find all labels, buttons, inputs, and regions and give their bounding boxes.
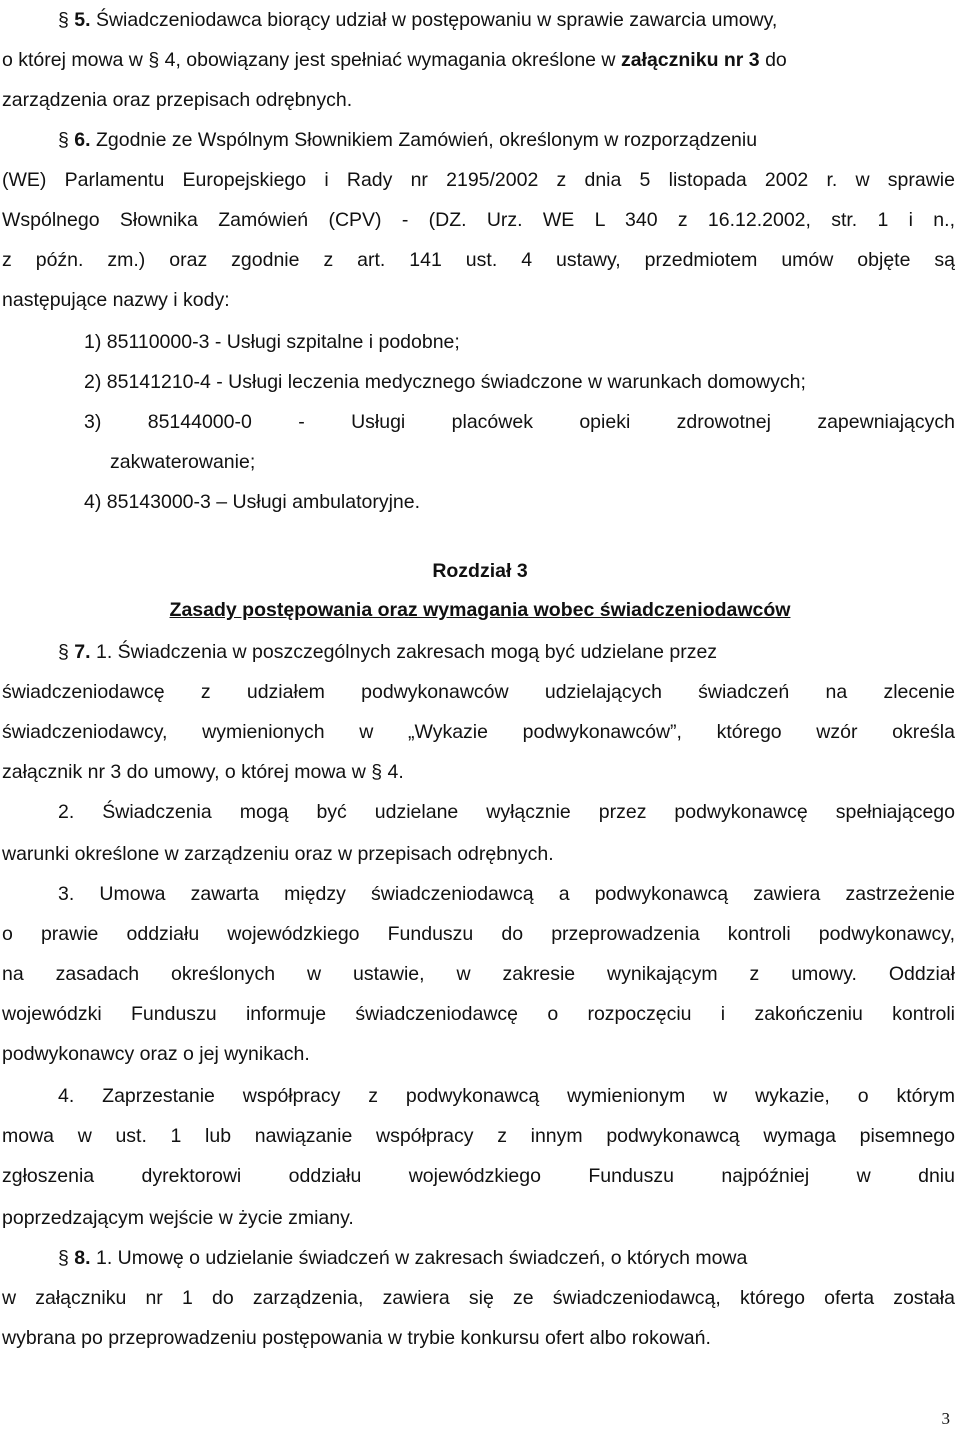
section-sign: § <box>371 761 383 783</box>
section-6-line-1 <box>58 128 955 152</box>
section-7-line-3: świadczeniodawcy, wymienionych w „Wykazie podwykonawców”, którego wzór określa <box>2 721 955 743</box>
section-8-line-3: wybrana po przeprowadzeniu postępowania w trybie konkursu ofert albo rokowań. <box>2 1327 711 1349</box>
section-sign: § <box>58 641 69 663</box>
section-7-paragraph-3-line-2: o prawie oddziału wojewódzkiego Funduszu do przeprowadzenia kontroli podwykonawcy, <box>2 923 955 945</box>
section-text: Zgodnie ze Wspólnym Słownikiem Zamówień, określonym w rozporządzeniu <box>95 129 758 151</box>
section-text: 1. Umowę o udzielanie świadczeń w zakresach świadczeń, o których mowa <box>95 1247 748 1269</box>
section-7-paragraph-2-line-2: warunki określone w zarządzeniu oraz w przepisach odrębnych. <box>2 843 554 865</box>
bold-reference: załączniku nr 3 <box>620 49 760 71</box>
section-8-line-2: w załączniku nr 1 do zarządzenia, zawiera się ze świadczeniodawcą, którego oferta została <box>2 1287 955 1309</box>
section-6-line-2: (WE) Parlamentu Europejskiego i Rady nr 2195/2002 z dnia 5 listopada 2002 r. w sprawie <box>2 169 955 191</box>
section-7-paragraph-4-line-1: 4. Zaprzestanie współpracy z podwykonawcą wymienionym w wykazie, o którym <box>58 1085 955 1107</box>
section-text: 1. Świadczenia w poszczególnych zakresach mogą być udzielane przez <box>95 641 718 663</box>
list-item-2: 2) 85141210-4 - Usługi leczenia medycznego świadczone w warunkach domowych; <box>84 371 806 393</box>
section-6-line-5: następujące nazwy i kody: <box>2 289 230 311</box>
section-5-line-3 <box>2 88 352 112</box>
section-7-paragraph-3-line-3: na zasadach określonych w ustawie, w zakresie wynikającym z umowy. Oddział <box>2 963 955 985</box>
section-5-line-2 <box>2 48 955 72</box>
section-6-line-4: z późn. zm.) oraz zgodnie z art. 141 ust. 4 ustawy, przedmiotem umów objęte są <box>2 249 955 271</box>
list-item-4: 4) 85143000-3 – Usługi ambulatoryjne. <box>84 491 421 513</box>
section-6-line-3: Wspólnego Słownika Zamówień (CPV) - (DZ. Urz. WE L 340 z 16.12.2002, str. 1 i n., <box>2 209 955 231</box>
text-segment: załącznik nr 3 do umowy, o której mowa w <box>2 761 366 783</box>
section-7-paragraph-4-line-3: zgłoszenia dyrektorowi oddziału wojewódzkiego Funduszu najpóźniej w dniu <box>2 1165 955 1187</box>
section-7-paragraph-2-line-1: 2. Świadczenia mogą być udzielane wyłącznie przez podwykonawcę spełniającego <box>58 801 955 823</box>
section-7-paragraph-3-line-4: wojewódzki Funduszu informuje świadczeniodawcę o rozpoczęciu i zakończeniu kontroli <box>2 1003 955 1025</box>
section-8-line-1 <box>58 1246 955 1270</box>
chapter-title: Rozdział 3 <box>432 560 528 582</box>
section-5-line-1 <box>58 8 955 32</box>
text-segment: zarządzenia oraz przepisach odrębnych. <box>2 89 353 111</box>
page-number: 3 <box>941 1409 950 1428</box>
section-7-line-2: świadczeniodawcę z udziałem podwykonawców udzielających świadczeń na zlecenie <box>2 681 955 703</box>
section-7-paragraph-4-line-4: poprzedzającym wejście w życie zmiany. <box>2 1207 354 1229</box>
section-7-line-4 <box>2 760 404 784</box>
text-segment: 4, obowiązany jest spełniać wymagania określone w <box>164 49 616 71</box>
text-segment: 4. <box>387 761 404 783</box>
section-7-paragraph-3-line-5: podwykonawcy oraz o jej wynikach. <box>2 1043 310 1065</box>
section-sign: § <box>58 9 69 31</box>
section-sign: § <box>58 1247 69 1269</box>
section-sign: § <box>58 129 69 151</box>
section-number: 6. <box>74 129 91 151</box>
section-7-paragraph-4-line-2: mowa w ust. 1 lub nawiązanie współpracy z innym podwykonawcą wymaga pisemnego <box>2 1125 955 1147</box>
chapter-subtitle: Zasady postępowania oraz wymagania wobec świadczeniodawców <box>169 599 791 621</box>
section-number: 5. <box>74 9 91 31</box>
section-7-paragraph-3-line-1: 3. Umowa zawarta między świadczeniodawcą a podwykonawcą zawiera zastrzeżenie <box>58 883 955 905</box>
section-text: Świadczeniodawca biorący udział w postępowaniu w sprawie zawarcia umowy, <box>95 9 778 31</box>
section-7-line-1 <box>58 640 955 664</box>
list-item-3-continuation: zakwaterowanie; <box>110 451 256 473</box>
text-segment: do <box>765 49 787 71</box>
list-item-1: 1) 85110000-3 - Usługi szpitalne i podobne; <box>84 331 460 353</box>
text-segment: o której mowa w <box>2 49 143 71</box>
section-number: 7. <box>74 641 91 663</box>
section-number: 8. <box>74 1247 91 1269</box>
section-sign: § <box>148 49 160 71</box>
list-item-3: 3) 85144000-0 - Usługi placówek opieki zdrowotnej zapewniających <box>84 411 955 433</box>
